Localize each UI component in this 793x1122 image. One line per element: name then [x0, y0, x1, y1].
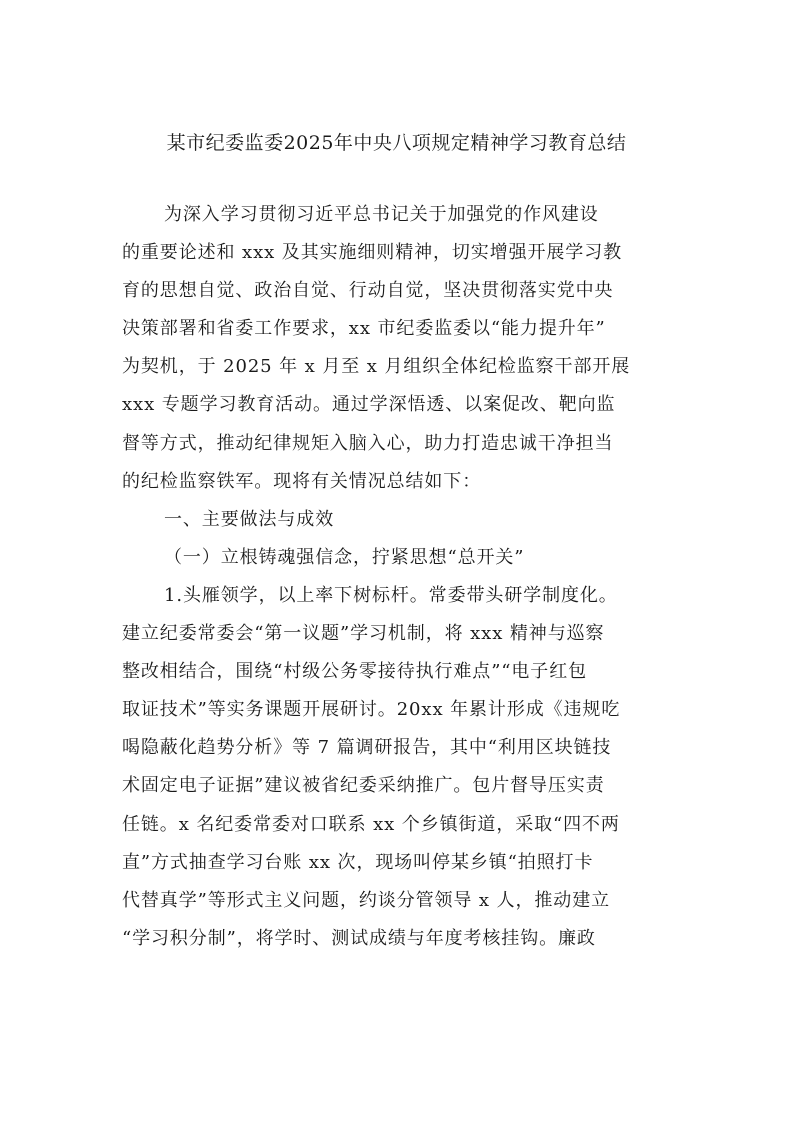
paragraph-line: 喝隐蔽化趋势分析》等 7 篇调研报告，其中“利用区块链技 — [122, 737, 612, 759]
paragraph-line: 术固定电子证据”建议被省纪委采纳推广。包片督导压实责 — [122, 775, 605, 797]
subsection-heading: （一）立根铸魂强信念，拧紧思想“总开关” — [164, 546, 525, 568]
paragraph-line: 1.头雁领学，以上率下树标杆。常委带头研学制度化。 — [164, 584, 618, 606]
paragraph-line: 决策部署和省委工作要求，xx 市纪委监委以“能力提升年” — [122, 318, 606, 340]
paragraph-line: xxx 专题学习教育活动。通过学深悟透、以案促改、靶向监 — [122, 394, 616, 416]
paragraph-line: “学习积分制”，将学时、测试成绩与年度考核挂钩。廉政 — [122, 927, 596, 949]
paragraph-line: 直”方式抽查学习台账 xx 次，现场叫停某乡镇“拍照打卡 — [122, 851, 594, 873]
paragraph-line: 为深入学习贯彻习近平总书记关于加强党的作风建设 — [164, 204, 599, 225]
paragraph-line: 代替真学”等形式主义问题，约谈分管领导 x 人，推动建立 — [122, 889, 610, 911]
paragraph-line: 整改相结合，围绕“村级公务零接待执行难点”“电子红包 — [122, 661, 588, 683]
document-title: 某市纪委监委2025年中央八项规定精神学习教育总结 — [166, 132, 627, 154]
document-body — [122, 196, 682, 958]
paragraph-line: 督等方式，推动纪律规矩入脑入心，助力打造忠诚干净担当 — [122, 432, 614, 454]
section-heading: 一、主要做法与成效 — [164, 508, 335, 530]
paragraph-line: 取证技术”等实务课题开展研讨。20xx 年累计形成《违规吃 — [122, 699, 621, 721]
paragraph-line: 的重要论述和 xxx 及其实施细则精神，切实增强开展学习教 — [122, 242, 622, 264]
paragraph-line: 建立纪委常委会“第一议题”学习机制，将 xxx 精神与巡察 — [122, 623, 605, 645]
paragraph-line: 育的思想自觉、政治自觉、行动自觉，坚决贯彻落实党中央 — [122, 280, 614, 302]
paragraph-line: 为契机，于 2025 年 x 月至 x 月组织全体纪检监察干部开展 — [122, 356, 631, 378]
paragraph-line: 的纪检监察铁军。现将有关情况总结如下： — [122, 470, 482, 492]
paragraph-line: 任链。x 名纪委常委对口联系 xx 个乡镇街道，采取“四不两 — [122, 813, 620, 835]
